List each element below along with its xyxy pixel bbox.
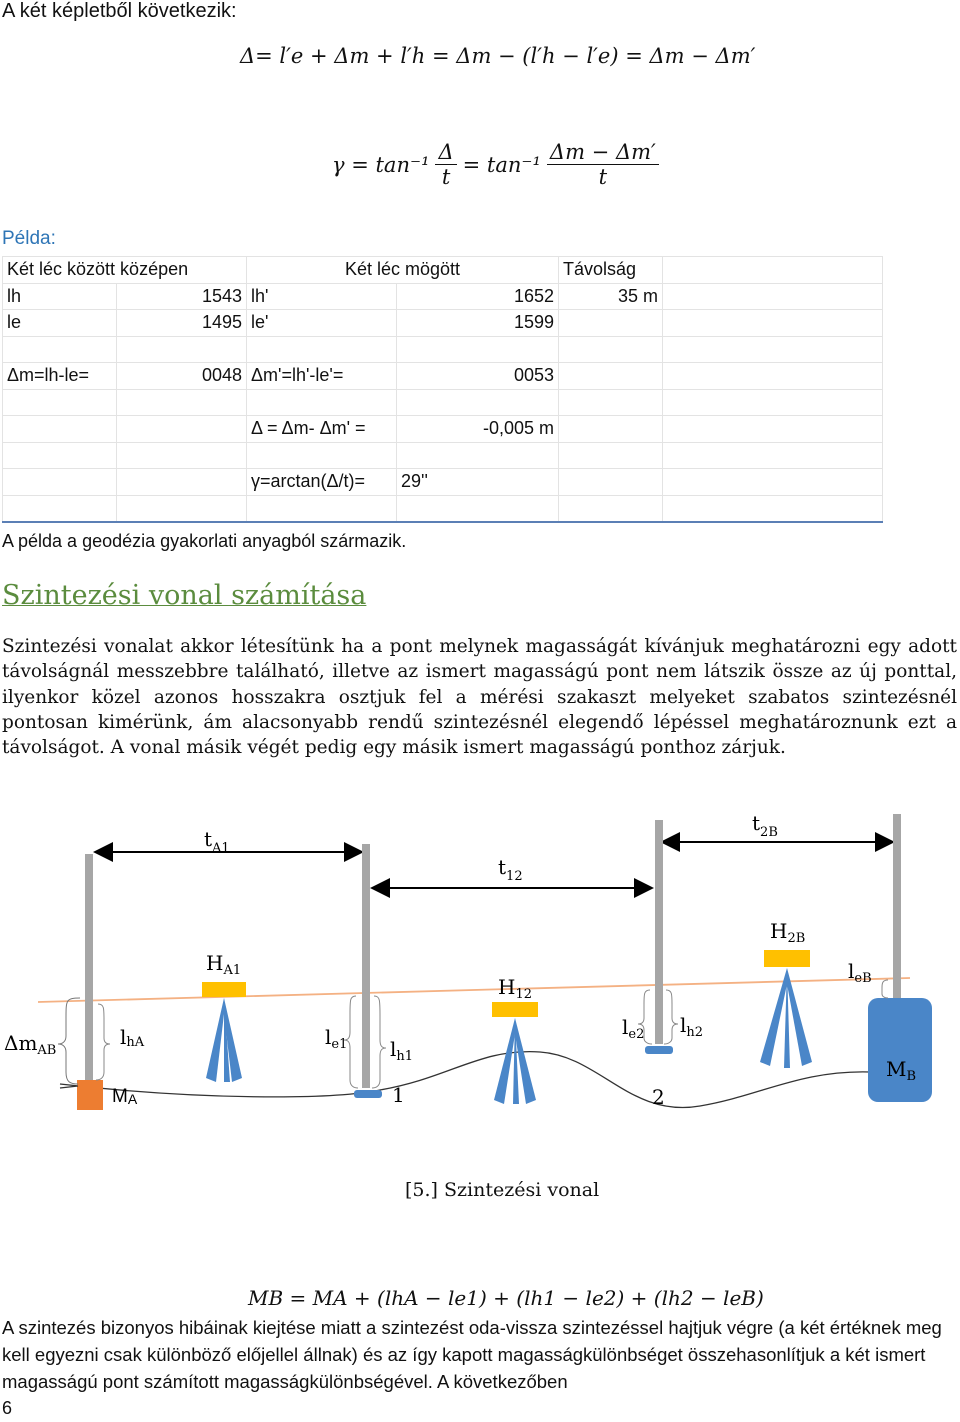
table-cell: 1495 [117,310,247,337]
rod-A [85,854,93,1082]
rod-B [893,814,901,1000]
figure-caption: [5.] Szintezési vonal [405,1179,600,1201]
table-cell: 0053 [397,363,559,390]
label-MB: $M_B$ [886,1057,917,1084]
brace-lh2 [664,990,678,1044]
table-cell: 0048 [117,363,247,390]
label-point-2: 2 [652,1085,665,1109]
brace-lh1 [372,996,386,1088]
table-cell: 1652 [397,283,559,310]
table-row [3,283,883,310]
formula-gamma-mid: = tan⁻¹ [462,152,541,177]
formula-delta: Δ= l′e + Δm + l′h = Δm − (l′h − l′e) = Δm − Δm′ [240,44,756,68]
table-row [3,495,883,522]
table-cell: Δm'=lh'-le'= [247,363,397,390]
table-cell: 29'' [397,469,559,496]
table-row [3,416,883,443]
paragraph-1: Szintezési vonalat akkor létesítünk ha a pont melynek magasságát kívánjuk meghatározni egy adott távolságnál messzebbre található, illetve az ismert magasságú pont nem látszik össze az új ponttal, ilyenkor közel azonos hosszakra osztjuk fel a mérési szakaszt melyeket szabatos szintezésnél pontosan kimérünk, ám alacsonyabb rendű szintezésnél elegendő lépéssel meghatároznunk ezt a távolságot. A vonal másik végét pedig egy másik ismert magasságú ponthoz zárjuk. [2,636,957,759]
label-MA: MA [112,1086,138,1107]
formula-gamma [332,140,659,189]
table-row [3,389,883,416]
table-header-cell: Távolság [559,257,663,284]
point-B-marker [868,998,932,1102]
frac2-numerator: Δm − Δm′ [547,140,659,165]
point-A-base [60,1086,78,1088]
table-cell: le' [247,310,397,337]
turning-point-2-plate [645,1046,673,1054]
rod-1 [362,844,370,1088]
frac1-numerator: Δ [435,140,456,165]
source-note: A példa a geodézia gyakorlati anyagból származik. [2,531,407,551]
page-number: 6 [2,1398,13,1418]
table-row [3,363,883,390]
label-H12: $H_{12}$ [498,975,532,1002]
label-point-1: 1 [392,1083,405,1107]
table-row [3,442,883,469]
level-instrument-2B [760,950,812,1068]
label-le2: $l_{e2}$ [622,1015,645,1042]
label-le1: $l_{e1}$ [325,1025,348,1052]
table-cell: Δ = Δm- Δm' = [247,416,397,443]
formula-gamma-frac1 [435,140,456,189]
intro-text: A két képletből következik: [2,0,237,22]
table-cell: 1543 [117,283,247,310]
leveling-line-diagram [0,800,960,1120]
label-dmAB: $\Delta m_{AB}$ [4,1031,57,1058]
brace-dmAB [58,998,80,1084]
label-lh2: $l_{h2}$ [680,1013,704,1040]
table-cell: 35 m [559,283,663,310]
frac2-denominator: t [598,165,608,189]
table-cell: le [3,310,117,337]
table-row [3,336,883,363]
paragraph-2: A szintezés bizonyos hibáinak kiejtése miatt a szintezést oda-vissza szintezéssel hajtjuk végre (a két értéknek meg kell egyezni csak különböző előjellel állnak) és az így kapott magasságkülönbséget összehasonlítjuk a két ismert magasságú pont számított magasságkülönbségével. A következőben [2,1317,942,1392]
label-t2B: $t_{2B}$ [752,811,778,840]
example-label: Példa: [2,228,56,249]
table-row [3,469,883,496]
table-cell: lh [3,283,117,310]
rod-2 [655,820,663,1044]
section-heading: Szintezési vonal számítása [2,580,367,611]
point-A-marker [77,1080,103,1110]
table-cell: 1599 [397,310,559,337]
table-cell: Δm=lh-le= [3,363,117,390]
turning-point-1-plate [354,1090,382,1098]
label-HA1: $H_{A1}$ [206,951,242,978]
frac1-denominator: t [441,165,451,189]
table-row [3,257,883,284]
table-header-cell: Két léc mögött [247,257,559,284]
table-cell: γ=arctan(Δ/t)= [247,469,397,496]
level-instrument-A1 [202,982,246,1082]
label-tA1: $t_{A1}$ [204,827,230,856]
brace-leB [882,980,888,998]
label-lhA: lhA [120,1025,145,1050]
label-lh1: $l_{h1}$ [390,1037,414,1064]
brace-lhA [96,1004,110,1080]
level-instrument-12 [492,1002,538,1104]
formula-gamma-frac2 [547,140,659,189]
formula-MB: MB = MA + (lhA − le1) + (lh1 − le2) + (lh2 − leB) [248,1286,764,1310]
table-cell: lh' [247,283,397,310]
label-leB: $l_{eB}$ [848,959,872,986]
table-header-cell: Két léc között középen [3,257,247,284]
table-row [3,310,883,337]
ground-line [60,1052,870,1108]
example-table [2,256,883,523]
label-t12: $t_{12}$ [498,855,523,884]
label-H2B: $H_{2B}$ [770,919,806,946]
formula-gamma-lhs: γ = tan⁻¹ [332,152,430,177]
table-cell: -0,005 m [397,416,559,443]
